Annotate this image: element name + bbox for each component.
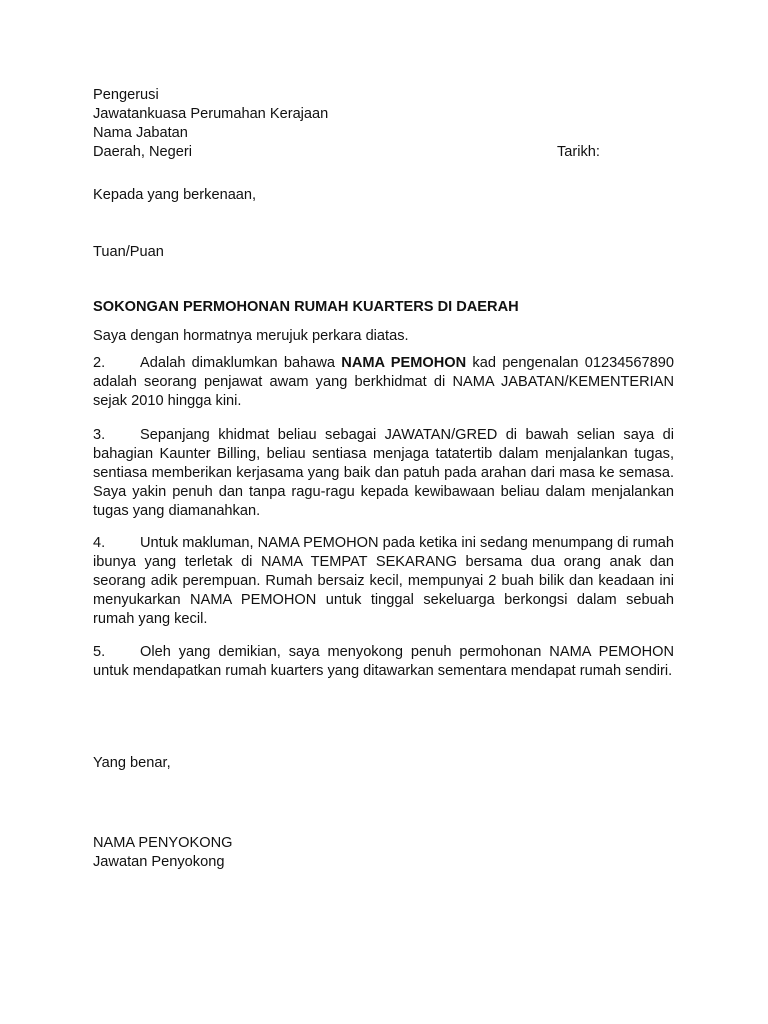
paragraph-5-text: Oleh yang demikian, saya menyokong penuh permohonan NAMA PEMOHON untuk mendapatkan rumah kuarters yang ditawarkan sementara mendapat rumah sendiri. xyxy=(93,644,674,679)
address-line-1: Pengerusi xyxy=(93,87,159,103)
paragraph-2 xyxy=(93,354,674,411)
letter-subject: SOKONGAN PERMOHONAN RUMAH KUARTERS DI DAERAH xyxy=(93,299,519,315)
paragraph-2-text-before: Adalah dimaklumkan bahawa xyxy=(140,355,342,371)
paragraph-3 xyxy=(93,426,674,521)
date-label: Tarikh: xyxy=(557,144,600,160)
address-line-3: Nama Jabatan xyxy=(93,125,188,141)
paragraph-5-number: 5. xyxy=(93,644,106,660)
paragraph-3-number: 3. xyxy=(93,427,106,443)
signature-block xyxy=(93,834,674,872)
paragraph-2-text-after: kad pengenalan 01234567890 adalah seorang penjawat awam yang berkhidmat di NAMA JABATAN/KEMENTERIAN sejak 2010 hingga kini. xyxy=(93,355,675,409)
applicant-name-bold: NAMA PEMOHON xyxy=(341,355,467,371)
paragraph-4 xyxy=(93,534,674,629)
paragraph-3-text: Sepanjang khidmat beliau sebagai JAWATAN/GRED di bawah selian saya di bahagian Kaunter Billing, beliau sentiasa menjaga tatatertib dalam menjalankan tugas, sentiasa memberikan kerjasama yang baik dan patuh pada arahan dari masa ke semasa. Saya yakin penuh dan tanpa ragu-ragu kepada kewibawaan beliau dalam menjalankan tugas yang diamanahkan. xyxy=(93,427,674,519)
paragraph-4-number: 4. xyxy=(93,535,106,551)
paragraph-2-number: 2. xyxy=(93,355,106,371)
signatory-name: NAMA PENYOKONG xyxy=(93,835,233,851)
address-line-2: Jawatankuasa Perumahan Kerajaan xyxy=(93,106,329,122)
paragraph-5 xyxy=(93,643,674,681)
addressee: Tuan/Puan xyxy=(93,244,164,260)
closing: Yang benar, xyxy=(93,755,171,771)
paragraph-4-text: Untuk makluman, NAMA PEMOHON pada ketika ini sedang menumpang di rumah ibunya yang terletak di NAMA TEMPAT SEKARANG bersama dua orang anak dan seorang adik perempuan. Rumah bersaiz kecil, mempunyai 2 buah bilik dan keadaan ini menyukarkan NAMA PEMOHON untuk tinggal sekeluarga berkongsi dalam sebuah rumah yang kecil. xyxy=(93,535,674,627)
address-line-4: Daerah, Negeri xyxy=(93,144,192,160)
intro-paragraph: Saya dengan hormatnya merujuk perkara diatas. xyxy=(93,328,409,344)
signatory-title: Jawatan Penyokong xyxy=(93,854,225,870)
salutation: Kepada yang berkenaan, xyxy=(93,187,257,203)
